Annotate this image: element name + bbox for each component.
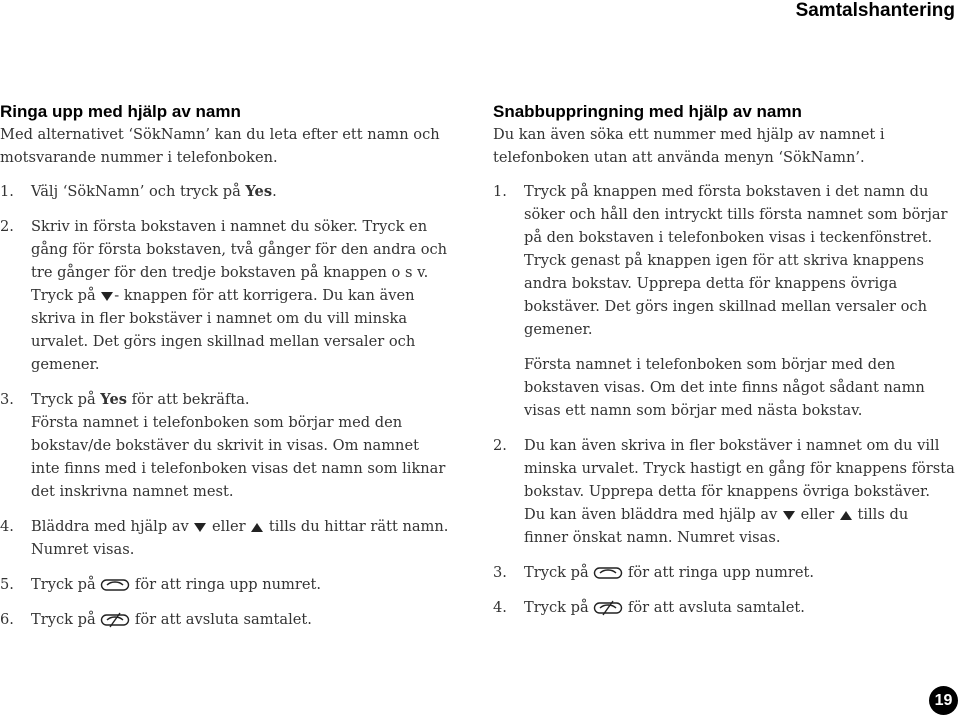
step-text: Bläddra med hjälp av [31, 518, 194, 535]
right-heading: Snabbuppringning med hjälp av namn [493, 102, 802, 121]
step-text: Tryck på [31, 611, 101, 628]
step-text: Tryck på [524, 599, 594, 616]
step-text: Första namnet i telefonboken som börjar med den bokstaven visas. Om det inte finns något sådant namn visas ett namn som börjar med nästa bokstav. [524, 356, 925, 419]
left-step-3 [0, 388, 452, 503]
left-step-1 [0, 180, 452, 203]
right-column [493, 101, 955, 631]
step-number: 1. [493, 183, 507, 200]
step-text: Du kan även skriva in fler bokstäver i namnet om du vill minska urvalet. Tryck hastigt en gång för knappens första bokstav. Upprepa detta för knappens övriga bokstäver. Du kan även bläddra med hjälp av [524, 437, 955, 523]
up-arrow-key-icon [839, 509, 853, 521]
step-text: Första namnet i telefonboken som börjar med den bokstav/de bokstäver du skrivit in visas. Om namnet inte finns med i telefonboken visas det namn som liknar det inskrivna namnet mest. [31, 414, 446, 500]
down-arrow-key-icon [193, 521, 207, 533]
left-column [0, 101, 452, 643]
step-number: 2. [493, 437, 507, 454]
step-text: . [272, 183, 277, 200]
step-number: 2. [0, 218, 14, 235]
right-intro: Du kan även söka ett nummer med hjälp av namnet i telefonboken utan att använda menyn ‘SökNamn’. [493, 126, 885, 166]
step-text: för att ringa upp numret. [130, 576, 322, 593]
yes-key-label: Yes [100, 391, 127, 408]
right-step-4 [493, 596, 955, 619]
call-key-icon [100, 577, 130, 593]
step-text: Tryck på [31, 391, 101, 408]
step-text: Tryck på [31, 576, 101, 593]
step-text: för att ringa upp numret. [623, 564, 815, 581]
down-arrow-key-icon [100, 290, 114, 302]
left-intro: Med alternativet ‘SökNamn’ kan du leta efter ett namn och motsvarande nummer i telefonboken. [0, 126, 440, 166]
step-text: Välj ‘SökNamn’ och tryck på [31, 183, 246, 200]
right-step-2 [493, 434, 955, 549]
end-call-key-icon [593, 599, 623, 617]
left-step-4 [0, 515, 452, 561]
up-arrow-key-icon [250, 521, 264, 533]
step-number: 6. [0, 611, 14, 628]
step-number: 4. [493, 599, 507, 616]
down-arrow-key-icon [782, 509, 796, 521]
left-step-5 [0, 573, 452, 596]
step-text: för att avsluta samtalet. [130, 611, 312, 628]
left-step-6 [0, 608, 452, 631]
step-text: eller [795, 506, 839, 523]
step-text: Skriv in första bokstaven i namnet du söker. Tryck en gång för första bokstaven, två gånger för den andra och tre gånger för den tredje bokstaven på knappen o s v. Tryck på [31, 218, 448, 304]
step-text: eller [207, 518, 251, 535]
left-heading: Ringa upp med hjälp av namn [0, 102, 241, 121]
step-text: för att avsluta samtalet. [623, 599, 805, 616]
left-step-2 [0, 215, 452, 376]
step-text: - knappen för att korrigera. Du kan även skriva in fler bokstäver i namnet om du vill minska urvalet. Det görs ingen skillnad mellan versaler och gemener. [31, 287, 416, 373]
step-number: 3. [0, 391, 14, 408]
end-call-key-icon [100, 611, 130, 629]
step-text: Tryck på knappen med första bokstaven i det namn du söker och håll den intryckt tills första namnet som börjar på den bokstaven i telefonboken visas i teckenfönstret. Tryck genast på knappen igen för att skriva knappens andra bokstav. Upprepa detta för knappens övriga bokstäver. Det görs ingen skillnad mellan versaler och gemener. [524, 183, 948, 338]
page-header: Samtalshantering [795, 0, 955, 21]
call-key-icon [593, 565, 623, 581]
step-number: 5. [0, 576, 14, 593]
yes-key-label: Yes [245, 183, 273, 200]
right-step-3 [493, 561, 955, 584]
step-text: tills du finner önskat namn. Numret visas. [524, 506, 909, 546]
step-text: för att bekräfta. [126, 391, 250, 408]
right-step-1 [493, 180, 955, 422]
step-number: 3. [493, 564, 507, 581]
step-text: tills du hittar rätt namn. Numret visas. [31, 518, 449, 558]
step-number: 1. [0, 183, 14, 200]
step-number: 4. [0, 518, 14, 535]
step-text: Tryck på [524, 564, 594, 581]
page-number-badge: 19 [929, 686, 958, 715]
